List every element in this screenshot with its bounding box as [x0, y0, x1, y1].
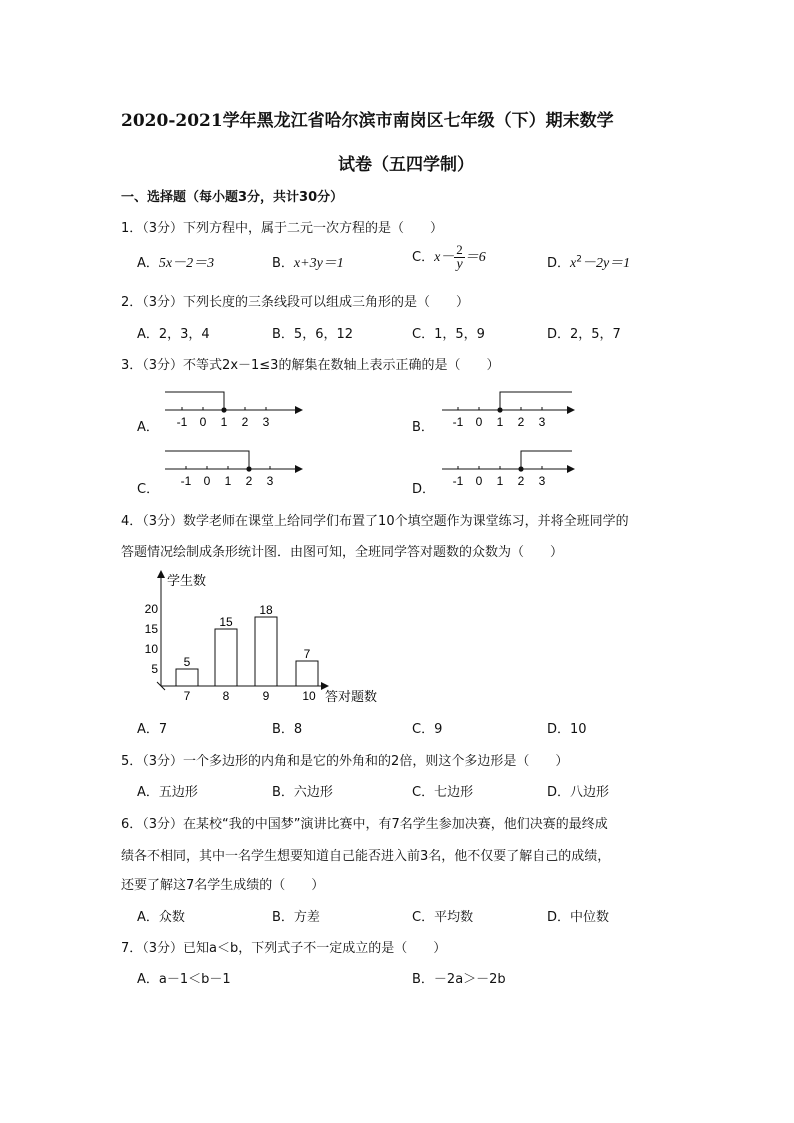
- q3-numberline-d: [437, 447, 587, 497]
- q1-stem: 1．（3分）下列方程中，属于二元一次方程的是（ ）: [121, 221, 444, 236]
- q4-stem-line1: 4．（3分）数学老师在课堂上给同学们布置了10个填空题作为课堂练习，并将全班同学的: [121, 514, 629, 529]
- q7-option-a: A．a－1＜b－1: [137, 972, 231, 987]
- bar: [255, 617, 277, 686]
- q4-stem-line2: 答题情况绘制成条形统计图．由图可知，全班同学答对题数的众数为（ ）: [121, 545, 564, 560]
- q6-option-c: C．平均数: [412, 910, 474, 925]
- q6-option-d: D．中位数: [547, 910, 610, 925]
- q6-stem-line2: 绩各不相同，其中一名学生想要知道自己能否进入前3名，他不仅要了解自己的成绩，: [121, 849, 611, 864]
- q6-stem-line1: 6．（3分）在某校“我的中国梦”演讲比赛中，有7名学生参加决赛，他们决赛的最终成: [121, 817, 608, 832]
- numberline-tick-label: 0: [475, 474, 483, 488]
- q2-option-b: B．5，6，12: [272, 327, 354, 342]
- numberline-tick-label: 1: [496, 474, 504, 488]
- bar-value-label: 5: [183, 655, 191, 669]
- numberline-tick-label: -1: [452, 474, 464, 488]
- numberline-tick-label: 3: [266, 474, 274, 488]
- numberline-tick-label: 3: [262, 415, 270, 429]
- numberline-tick-label: 3: [538, 474, 546, 488]
- solution-ray: [165, 392, 224, 410]
- numberline-tick-label: 1: [220, 415, 228, 429]
- q3-option-b-label: B．: [412, 420, 434, 435]
- x-category-label: 10: [302, 689, 316, 703]
- x-axis-label: 答对题数: [325, 689, 378, 704]
- q3-numberline-a: [160, 385, 310, 435]
- y-tick-label: 15: [144, 622, 158, 636]
- q2-stem: 2．（3分）下列长度的三条线段可以组成三角形的是（ ）: [121, 295, 470, 310]
- y-tick-label: 20: [144, 602, 158, 616]
- q1-option-b: B．x+3y＝1: [272, 256, 344, 271]
- q7-option-b: B．－2a＞－2b: [412, 972, 506, 987]
- q5-option-b: B．六边形: [272, 785, 333, 800]
- closed-endpoint-dot: [246, 466, 251, 471]
- y-tick-label: 5: [151, 662, 158, 676]
- q3-numberline-b: [437, 385, 587, 435]
- numberline-tick-label: 1: [224, 474, 232, 488]
- q3-stem: 3．（3分）不等式2x－1≤3的解集在数轴上表示正确的是（ ）: [121, 358, 500, 373]
- numberline-tick-label: 2: [517, 415, 525, 429]
- q1-option-c: C．x－ $\frac{2}{y}$ ＝6: [412, 242, 486, 272]
- q5-option-d: D．八边形: [547, 785, 610, 800]
- paper-title-line2: 试卷（五四学制）: [338, 155, 474, 175]
- q2-option-a: A．2，3，4: [137, 327, 210, 342]
- q4-option-a: A．7: [137, 722, 168, 737]
- q3-option-a-label: A．: [137, 420, 159, 435]
- bar-value-label: 18: [259, 603, 273, 617]
- numberline-tick-label: 2: [517, 474, 525, 488]
- q5-option-a: A．五边形: [137, 785, 198, 800]
- y-tick-label: 10: [144, 642, 158, 656]
- section-heading: 一、选择题（每小题3分，共计30分）: [121, 190, 344, 205]
- closed-endpoint-dot: [518, 466, 523, 471]
- q6-stem-line3: 还要了解这7名学生成绩的（ ）: [121, 878, 325, 893]
- x-category-label: 7: [183, 689, 191, 703]
- q5-stem: 5．（3分）一个多边形的内角和是它的外角和的2倍，则这个多边形是（ ）: [121, 754, 569, 769]
- numberline-tick-label: 3: [538, 415, 546, 429]
- numberline-tick-label: -1: [180, 474, 192, 488]
- q3-option-d-label: D．: [412, 482, 436, 497]
- solution-ray: [521, 451, 572, 469]
- bar: [296, 661, 318, 686]
- q4-option-b: B．8: [272, 722, 303, 737]
- bar: [215, 629, 237, 686]
- numberline-tick-label: 1: [496, 415, 504, 429]
- bar-value-label: 15: [219, 615, 233, 629]
- closed-endpoint-dot: [221, 407, 226, 412]
- solution-ray: [500, 392, 572, 410]
- q4-option-d: D．10: [547, 722, 587, 737]
- q7-stem: 7．（3分）已知a＜b，下列式子不一定成立的是（ ）: [121, 941, 447, 956]
- numberline-tick-label: -1: [452, 415, 464, 429]
- numberline-tick-label: 2: [241, 415, 249, 429]
- q4-option-c: C．9: [412, 722, 443, 737]
- y-axis-label: 学生数: [167, 573, 207, 588]
- q6-option-b: B．方差: [272, 910, 320, 925]
- numberline-tick-label: 0: [203, 474, 211, 488]
- q2-option-c: C．1，5，9: [412, 327, 485, 342]
- bar-chart: [135, 568, 395, 708]
- q2-option-d: D．2，5，7: [547, 327, 621, 342]
- bar: [176, 669, 198, 686]
- paper-title-line1: 2020-2021学年黑龙江省哈尔滨市南岗区七年级（下）期末数学: [121, 111, 614, 131]
- bar-value-label: 7: [303, 647, 311, 661]
- numberline-tick-label: 0: [199, 415, 207, 429]
- q3-option-c-label: C．: [137, 482, 160, 497]
- numberline-tick-label: 0: [475, 415, 483, 429]
- q1-option-d: D．$x^2-2y=1$: [547, 254, 631, 271]
- closed-endpoint-dot: [497, 407, 502, 412]
- fraction-2-over-y: $\frac{2}{y}$: [456, 242, 463, 272]
- q3-numberline-c: [160, 447, 310, 497]
- q6-option-a: A．众数: [137, 910, 185, 925]
- x-category-label: 8: [222, 689, 230, 703]
- x-category-label: 9: [262, 689, 270, 703]
- numberline-tick-label: 2: [245, 474, 253, 488]
- q1-option-a: A．5x－2＝3: [137, 256, 215, 271]
- q5-option-c: C．七边形: [412, 785, 474, 800]
- numberline-tick-label: -1: [176, 415, 188, 429]
